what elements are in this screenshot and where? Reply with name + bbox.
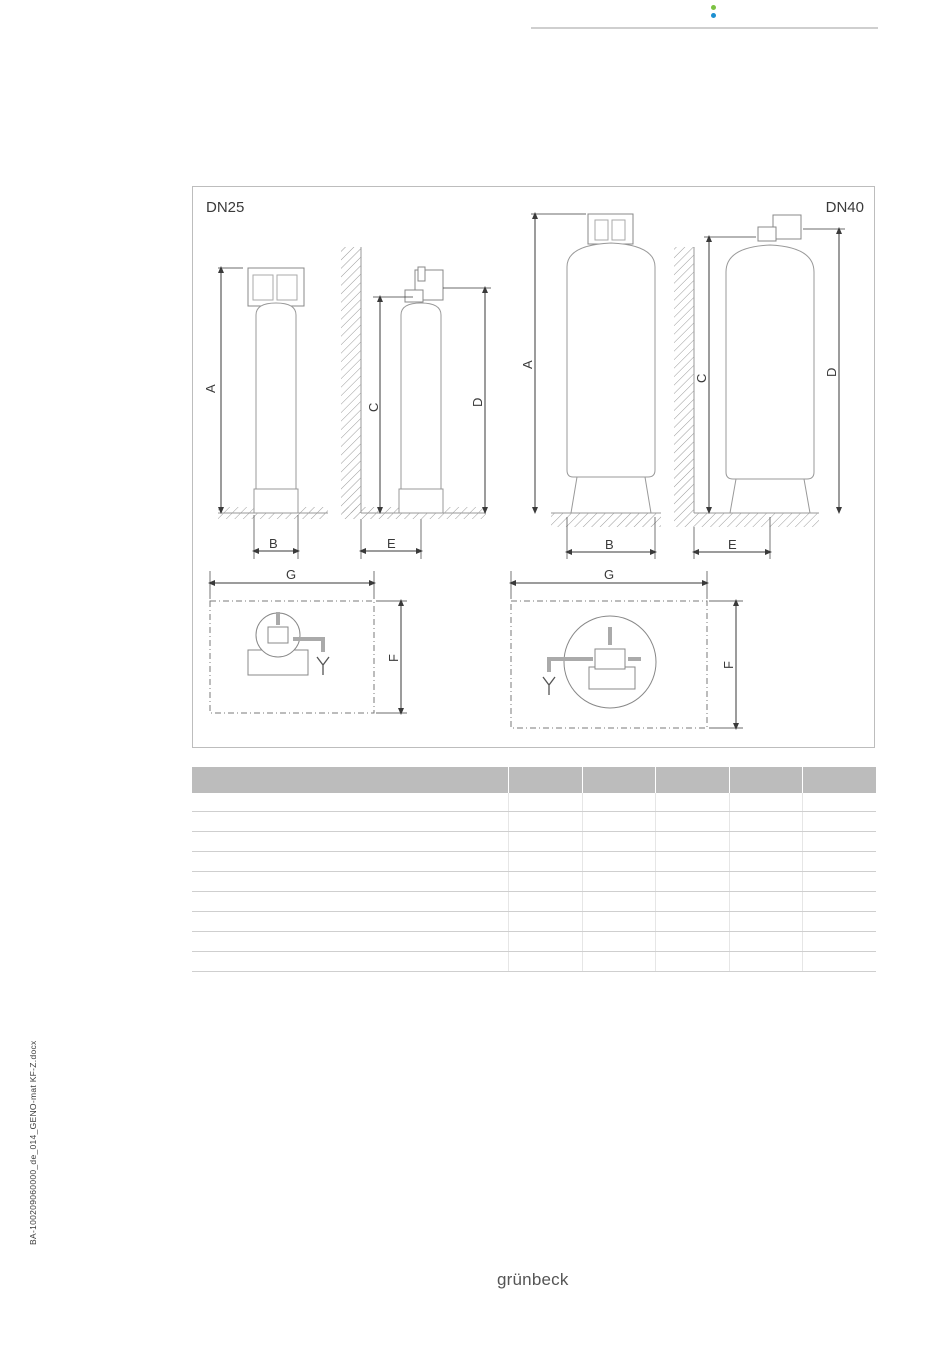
table-row	[192, 892, 876, 912]
table-cell	[802, 932, 876, 951]
dim-a-label: A	[203, 384, 218, 393]
table-cell	[655, 912, 729, 931]
table-cell	[582, 793, 656, 811]
table-row	[192, 932, 876, 952]
dimension-table	[192, 767, 876, 972]
table-cell	[582, 872, 656, 891]
dim-a-label-dn40: A	[520, 360, 535, 369]
dim-b-label: B	[269, 536, 278, 551]
table-cell	[508, 852, 582, 871]
dn40-side-view	[674, 215, 845, 559]
table-cell	[802, 832, 876, 851]
dimension-figure	[192, 186, 875, 748]
table-row	[192, 852, 876, 872]
table-cell	[192, 872, 508, 891]
table-cell	[802, 812, 876, 831]
table-cell	[729, 872, 803, 891]
table-cell	[582, 912, 656, 931]
table-cell	[802, 793, 876, 811]
table-cell	[729, 793, 803, 811]
table-cell	[802, 892, 876, 911]
table-header-cell	[655, 767, 729, 793]
table-cell	[655, 832, 729, 851]
table-header-cell	[802, 767, 876, 793]
table-cell	[655, 852, 729, 871]
dn40-label: DN40	[825, 199, 864, 216]
table-cell	[508, 932, 582, 951]
table-cell	[582, 892, 656, 911]
table-header-cell	[729, 767, 803, 793]
table-row	[192, 872, 876, 892]
dn40-top-view	[511, 567, 743, 728]
table-cell	[508, 872, 582, 891]
table-cell	[655, 932, 729, 951]
table-cell	[192, 852, 508, 871]
dn25-top-view	[210, 567, 407, 713]
table-header-cell	[582, 767, 656, 793]
table-cell	[508, 812, 582, 831]
table-body	[192, 793, 876, 972]
dim-d-label: D	[470, 397, 485, 407]
table-cell	[508, 832, 582, 851]
dn25-side-view	[341, 247, 491, 559]
table-cell	[729, 912, 803, 931]
dim-f-label-dn40: F	[721, 661, 736, 669]
table-row	[192, 912, 876, 932]
table-cell	[192, 912, 508, 931]
dim-g-label-dn40: G	[604, 567, 615, 582]
dn25-label: DN25	[206, 199, 245, 216]
dn25-front-view	[203, 268, 328, 559]
table-cell	[802, 872, 876, 891]
table-cell	[655, 793, 729, 811]
table-cell	[508, 892, 582, 911]
dim-e-label-dn40: E	[728, 537, 737, 552]
table-cell	[729, 952, 803, 971]
dim-d-label-dn40: D	[824, 367, 839, 377]
dim-b-label-dn40: B	[605, 537, 614, 552]
table-cell	[508, 793, 582, 811]
table-cell	[802, 852, 876, 871]
table-row	[192, 812, 876, 832]
table-header-cell	[508, 767, 582, 793]
table-cell	[655, 952, 729, 971]
table-cell	[582, 952, 656, 971]
table-cell	[192, 812, 508, 831]
dn40-front-view	[520, 214, 661, 559]
table-cell	[729, 812, 803, 831]
dimension-drawing	[193, 187, 876, 749]
table-cell	[729, 852, 803, 871]
table-cell	[582, 852, 656, 871]
table-cell	[508, 912, 582, 931]
table-cell	[582, 932, 656, 951]
table-row	[192, 793, 876, 812]
table-cell	[802, 912, 876, 931]
table-header	[192, 767, 876, 793]
dim-f-label: F	[386, 654, 401, 662]
table-header-cell	[192, 767, 508, 793]
table-cell	[192, 932, 508, 951]
table-cell	[655, 872, 729, 891]
dim-g-label: G	[286, 567, 297, 582]
table-cell	[655, 812, 729, 831]
table-cell	[192, 892, 508, 911]
table-cell	[582, 812, 656, 831]
dim-c-label: C	[366, 402, 381, 412]
table-row	[192, 832, 876, 852]
table-cell	[729, 892, 803, 911]
table-cell	[508, 952, 582, 971]
brand-logo: grünbeck	[497, 1270, 569, 1289]
blue-dot-icon	[711, 13, 716, 18]
table-cell	[729, 932, 803, 951]
gruenbeck-dots-icon	[709, 5, 719, 21]
table-cell	[729, 832, 803, 851]
table-cell	[655, 892, 729, 911]
table-cell	[802, 952, 876, 971]
header-rule	[531, 27, 878, 29]
table-row	[192, 952, 876, 972]
table-cell	[582, 832, 656, 851]
document-id: BA-100209060000_de_014_GENO-mat KF-Z.docx	[28, 1040, 38, 1245]
table-cell	[192, 793, 508, 811]
table-cell	[192, 832, 508, 851]
table-cell	[192, 952, 508, 971]
green-dot-icon	[711, 5, 716, 10]
dim-e-label: E	[387, 536, 396, 551]
dim-c-label-dn40: C	[694, 373, 709, 383]
